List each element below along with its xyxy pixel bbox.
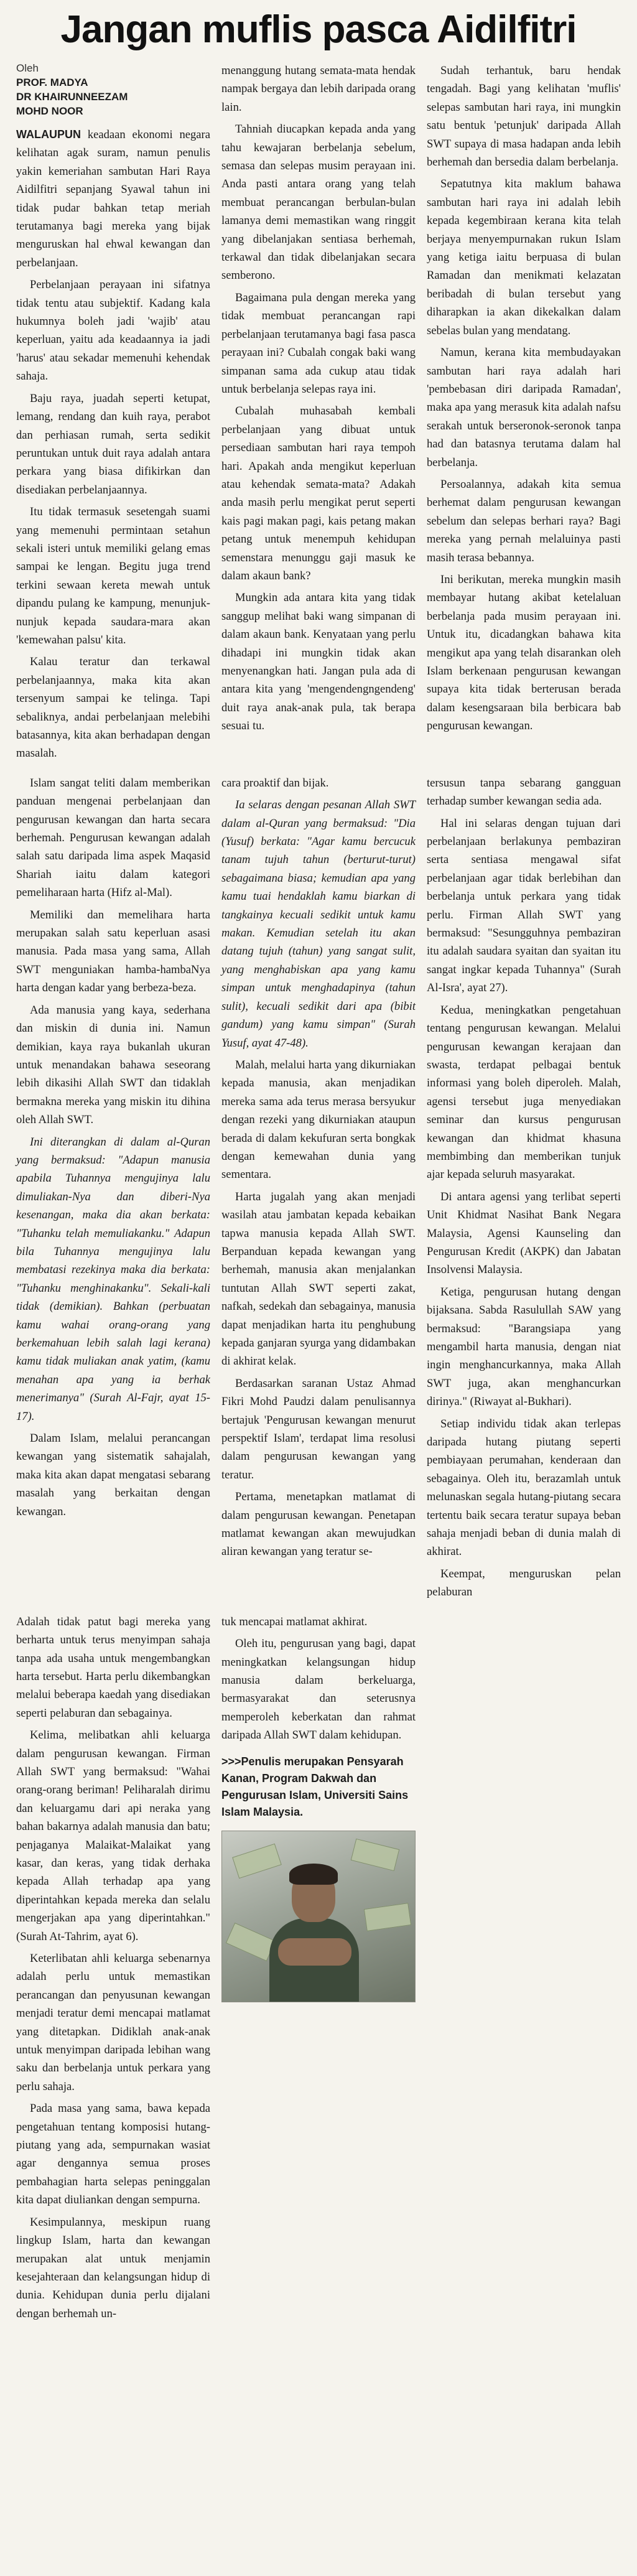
quran-quote-paragraph: Ini diterangkan di dalam al-Quran yang bermaksud: "Adapun manusia apabila Tuhannya mengujinya lalu dimuliakan-Nya dan diberi-Nya kesenangan, maka dia akan berkata: "Tuhanku telah memuliakanku." Adapun bila Tuhannya mengujinya lalu membatasi rezekinya maka dia berkata: "Tuhanku menghinakanku". Sekali-kali tidak (demikian). Bahkan (perbuatan kamu wahai orang-orang yang berkemahuan lebih salah lagi kerana) kamu tidak muliakan anak yatim, (kamu menahan apa yang ia berhak menerimanya" (Surah Al-Fajr, ayat 15-17). <box>16 1135 210 1423</box>
paragraph: Setiap individu tidak akan terlepas daripada hutang piutang seperti pembiayaan perumahan, kenderaan dan sebagainya. Oleh itu, berazamlah untuk melunaskan segala hutang-piutang secara tertentu baik secara teratur supaya beban sahaja menjadi beban di dunia malah di akhirat. <box>427 1417 621 1559</box>
headline: Jangan muflis pasca Aidilfitri <box>60 8 577 51</box>
paragraph: Perbelanjaan perayaan ini sifatnya tidak tentu atau subjektif. Kadang kala hukumnya boleh jadi 'wajib' atau keperluan, yaitu ada keadaannya ia jadi 'harus' atau sekadar memenuhi kehendak sahaja. <box>16 278 210 383</box>
section-2-col-2 <box>221 774 416 1605</box>
lead-paragraph <box>16 126 210 272</box>
paragraph: Ketiga, pengurusan hutang dengan bijaksana. Sabda Rasulullah SAW yang bermaksud: "Barangsiapa yang mengambil harta manusia, dengan niat ingin menghancurkannya, maka Allah SWT juga, akan menghancurkan dirinya." (Riwayat al-Bukhari). <box>427 1285 621 1409</box>
section-1-col-1 <box>16 62 210 767</box>
paragraph: Itu tidak termasuk sesetengah suami yang memenuhi permintaan setahun sekali isteri untuk memiliki gelang emas sampai ke lengan. Begitu juga trend terkini sewaan kereta mewah untuk dipandu pulang ke kampung, menunjuk-nunjuk kepada saudara-mara akan 'kemewahan palsu' kita. <box>16 505 210 646</box>
paragraph: Di antara agensi yang terlibat seperti Unit Khidmat Nasihat Bank Negara Malaysia, Agensi Kaunseling dan Pengurusan Kredit (AKPK) dan Jabatan Insolvensi Malaysia. <box>427 1190 621 1277</box>
banknote-image <box>226 1922 276 1961</box>
paragraph: Baju raya, juadah seperti ketupat, lemang, rendang dan kuih raya, perabot dan perhiasan rumah, serta sedikit peruntukan untuk duit raya adalah antara perkara yang biasa difikirkan dan disediakan perbelanjaannya. <box>16 391 210 497</box>
section-1-col-3 <box>427 62 621 767</box>
paragraph: Harta jugalah yang akan menjadi wasilah atau jambatan kepada kebaikan tapwa manusia kepada Allah SWT. Berpanduan kepada kewangan yang berhemah, manusia akan menjalankan tuntutan Allah SWT seperti zakat, nafkah, sedekah dan sebagainya, manusia dapat menjadikan harta itu penghubung kepada ganjaran syurga yang didambakan di akhirat kelak. <box>221 1190 416 1368</box>
paragraph: tersusun tanpa sebarang gangguan terhadap sumber kewangan sedia ada. <box>427 776 621 808</box>
lead-word: WALAUPUN <box>16 128 81 141</box>
section-3-col-2 <box>221 1613 416 2326</box>
paragraph: Berdasarkan saranan Ustaz Ahmad Fikri Mohd Paudzi dalam penulisannya bertajuk 'Pengurusan kewangan menurut perspektif Islam', terdapat lima resolusi dalam pengurusan kewangan yang teratur. <box>221 1376 416 1482</box>
paragraph: Malah, melalui harta yang dikurniakan kepada manusia, akan menjadikan mereka sama ada terus merasa bersyukur dengan rezeki yang dikurniakan ataupun berada di dalam kekufuran serta bongkak dengan kemewahan dunia yang sementara. <box>221 1058 416 1182</box>
paragraph: Pada masa yang sama, bawa kepada pengetahuan tentang komposisi hutang-piutang yang ada, sempurnakan wasiat agar dengannya semua proses pembahagian harta selepas peninggalan kita dapat diuliankan dengan sempurna. <box>16 2102 210 2207</box>
section-1-col-2 <box>221 62 416 767</box>
section-2-col-1 <box>16 774 210 1605</box>
paragraph: Adalah tidak patut bagi mereka yang berharta untuk terus menyimpan sahaja tanpa ada usaha untuk mengembangkan harta tersebut. Harta perlu dikembangkan melalui beberapa kaedah yang disediakan seperti pelaburan dan sebagainya. <box>16 1615 210 1720</box>
paragraph: Persoalannya, adakah kita semua berhemat dalam pengurusan kewangan sebelum dan selepas berhari raya? Bagi mereka yang pernah melaluinya pasti masih terasa bebannya. <box>427 477 621 564</box>
article-photo <box>221 1831 416 2002</box>
paragraph: Kalau teratur dan terkawal perbelanjaannya, maka kita akan tersenyum sampai ke telinga. Tapi sebaliknya, andai perbelanjaan melebihi batasannya, kita akan berhadapan dengan masalah. <box>16 655 210 760</box>
byline: PROF. MADYA DR KHAIRUNNEEZAM MOHD NOOR <box>16 77 128 117</box>
section-2 <box>16 774 621 1605</box>
paragraph: Ada manusia yang kaya, sederhana dan miskin di dunia ini. Namun demikian, kaya raya bukanlah ukuran untuk menandakan bahawa seseorang lebih dikasihi Allah SWT dan tidaklah bermakna mereka yang miskin itu dihina oleh Allah SWT. <box>16 1003 210 1127</box>
paragraph: Tahniah diucapkan kepada anda yang tahu kewajaran berbelanja sebelum, semasa dan selepas musim perayaan ini. Anda pasti antara orang yang telah membuat perancangan berbulan-bulan lamanya demi memastikan wang ringgit yang dibelanjakan sentiasa berhemah, terkawal dan tidak dibelanjakan secara semberono. <box>221 123 416 282</box>
section-3-col-3-empty <box>427 1613 621 2326</box>
paragraph: Hal ini selaras dengan tujuan dari perbelanjaan berlakunya pembaziran serta sentiasa mengawal sifat perbelanjaan agar tidak berlebihan dan berbelanja untuk perkara yang tidak perlu. Firman Allah SWT yang bermaksud: "Sesungguhnya pembaziran itu adalah saudara syaitan dan syaitan itu sangat ingkar kepada Tuhannya" (Surah Al-Isra', ayat 27). <box>427 816 621 995</box>
section-3-col-1 <box>16 1613 210 2326</box>
section-3 <box>16 1613 621 2326</box>
paragraph: Bagaimana pula dengan mereka yang tidak membuat perancangan rapi perbelanjaan terutamanya bagi fasa pasca perayaan ini? Cubalah congak baki wang simpanan sama ada cukup atau tidak untuk berbelanja selepas raya ini. <box>221 291 416 396</box>
paragraph: Namun, kerana kita membudayakan sambutan hari raya adalah hari 'pembebasan diri daripada Ramadan', maka apa yang merasuk kita adalah nafsu serakah untuk berseronok-seronok tanpa had dan batasnya terutama dalam hal berbelanja. <box>427 346 621 469</box>
banknote-image <box>364 1903 411 1931</box>
hands-image <box>278 1938 351 1966</box>
quran-quote-paragraph: Ia selaras dengan pesanan Allah SWT dalam al-Quran yang bermaksud: "Dia (Yusuf) berkata: "Agar kamu bercucuk tanam tujuh tahun (berturut-turut) sebagaimana biasa; kemudian apa yang kamu tuai hendaklah kamu biarkan di tangkainya kecuali sedikit untuk kamu makan. Kemudian setelah itu akan datang tujuh (tahun) yang sangat sulit, yang menghabiskan apa yang kamu simpan untuk menghadapinya (tahun sulit), kecuali sedikit dari apa (bibit gandum) yang kamu simpan" (Surah Yusuf, ayat 47-48). <box>221 798 416 1050</box>
section-1 <box>16 62 621 767</box>
banknote-image <box>351 1838 400 1870</box>
paragraph: Kesimpulannya, meskipun ruang lingkup Islam, harta dan kewangan merupakan alat untuk menjamin kesejahteraan dan kelangsungan hidup di dunia. Kehidupan dunia perlu dijalani dengan berhemah un- <box>16 2215 210 2320</box>
paragraph: Islam sangat teliti dalam memberikan panduan mengenai perbelanjaan dan pengurusan kewangan dan harta secara berhemah. Pengurusan kewangan adalah salah satu daripada lima aspek Maqasid Shariah iaitu dalam kategori pemeliharaan harta (Hifz al-Mal). <box>16 776 210 900</box>
paragraph: tuk mencapai matlamat akhirat. <box>221 1615 368 1628</box>
paragraph: Oleh itu, pengurusan yang bagi, dapat meningkatkan kelangsungan hidup manusia dalam berkeluarga, bermasyarakat dan seterusnya memperoleh keberkatan dan rahmat daripada Allah SWT dalam kehidupan. <box>221 1637 416 1742</box>
paragraph: Ini berikutan, mereka mungkin masih membayar hutang akibat ketelaluan berbelanja pada musim perayaan ini. Untuk itu, dicadangkan bahawa kita mengikut apa yang telah disarankan oleh Islam berkenaan pengurusan kewangan supaya kita tidak berterusan berada dalam kesengsaraan bila berbicara bab pengurusan kewangan. <box>427 572 621 733</box>
paragraph: Keempat, menguruskan pelan pelaburan <box>427 1567 621 1599</box>
paragraph: cara proaktif dan bijak. <box>221 776 329 790</box>
paragraph: Kelima, melibatkan ahli keluarga dalam pengurusan kewangan. Firman Allah SWT yang bermaksud: "Wahai orang-orang beriman! Peliharalah dirimu dan keluargamu dari api neraka yang bahan bakarnya adalah manusia dan batu; penjaganya Malaikat-Malaikat yang kasar, dan keras, yang tidak derhaka kepada Allah terhadap apa yang diperintahkan kepada mereka dan selalu mengerjakan apa yang diperintahkan." (Surah At-Tahrim, ayat 6). <box>16 1729 210 1943</box>
paragraph: Kedua, meningkatkan pengetahuan tentang pengurusan kewangan. Melalui pengurusan kewangan kerajaan dan swasta, terdapat pelbagai bentuk informasi yang boleh diperoleh. Malah, agensi tersebut juga menyediakan seminar dan kursus pengurusan kewangan dan khidmat khasuna membimbing dan memberikan tunjuk ajar kepada seluruh masyarakat. <box>427 1003 621 1182</box>
man-hair-image <box>289 1864 338 1885</box>
section-2-col-3 <box>427 774 621 1605</box>
byline-label: Oleh <box>16 62 39 74</box>
banknote-image <box>232 1843 282 1878</box>
author-note: >>>Penulis merupakan Pensyarah Kanan, Program Dakwah dan Pengurusan Islam, Universiti Sains Islam Malaysia. <box>221 1755 409 1818</box>
paragraph: Memiliki dan memelihara harta merupakan salah satu keperluan asasi manusia. Pada masa yang sama, Allah SWT menguniakan hamba-hambaNya harta dengan kadar yang berbeza-beza. <box>16 908 210 995</box>
paragraph: Pertama, menetapkan matlamat di dalam pengurusan kewangan. Penetapan matlamat kewangan akan mewujudkan aliran kewangan yang teratur se- <box>221 1490 416 1559</box>
paragraph: Keterlibatan ahli keluarga sebenarnya adalah perlu untuk memastikan perancangan dan penyusunan kewangan menjadi teratur demi mencapai matlamat yang ditetapkan. Didiklah anak-anak untuk menyimpan daripada lebihan wang saku dan berbelanja untuk perkara yang perlu sahaja. <box>16 1952 210 2093</box>
paragraph: menanggung hutang semata-mata hendak nampak bergaya dan lebih daripada orang lain. <box>221 64 416 114</box>
paragraph: Sepatutnya kita maklum bahawa sambutan hari raya ini adalah lebih kepada kegembiraan kerana kita telah berjaya menyempurnakan rukun Islam yang ketiga iaitu berpuasa di bulan Ramadan dan menikmati kelazatan beribadah di bulan tersebut yang diharapkan ia akan dikekalkan dalam sebelas bulan yang mendatang. <box>427 177 621 337</box>
lead-text: keadaan ekonomi negara kelihatan agak suram, namun penulis yakin kemeriahan sambutan Hari Raya Aidilfitri sepanjang Syawal tahun ini tidak pudar bahkan tetap meriah terutamanya bagi mereka yang bijak menguruskan hal ehwal kewangan dan perbelanjaan. <box>16 128 210 269</box>
paragraph: Mungkin ada antara kita yang tidak sanggup melihat baki wang simpanan di dalam akaun bank. Kenyataan yang perlu dihadapi ini mungkin tidak akan menyenangkan hati. Jangan pula ada di antara kita yang 'mengendengngendeng' duit raya anak-anak pula, tak berapa sesuai tu. <box>221 591 416 733</box>
paragraph: Cubalah muhasabah kembali perbelanjaan yang dibuat untuk persediaan sambutan hari raya tempoh hari. Apakah anda mengikut keperluan atau kehendak semata-mata? Adakah anda masih perlu mengikat perut seperti kais pagi makan pagi, kais petang makan petang untuk menempuh kehidupan semenstara menunggu gaji masuk ke dalam akaun bank? <box>221 404 416 582</box>
paragraph: Sudah terhantuk, baru hendak tengadah. Bagi yang kelihatan 'muflis' selepas sambutan hari raya, ini mungkin satu bentuk 'petunjuk' daripada Allah SWT supaya di masa hadapan anda lebih berhemah dan bersedia dalam berbelanja. <box>427 64 621 169</box>
paragraph: Dalam Islam, melalui perancangan kewangan yang sistematik sahajalah, maka kita akan dapat mengatasi sebarang masalah yang berkaitan dengan kewangan. <box>16 1432 210 1518</box>
